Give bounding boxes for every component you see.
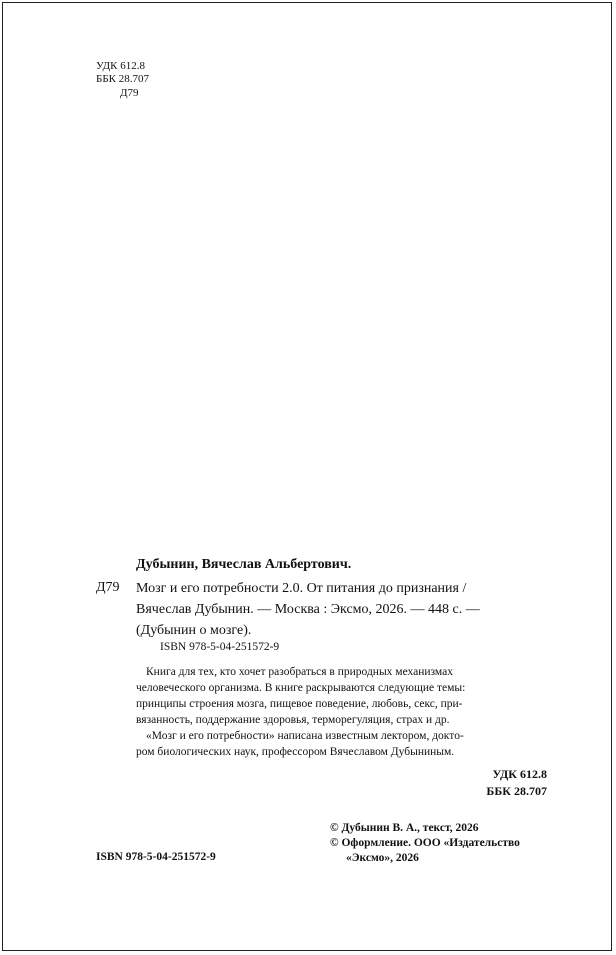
copyright-block — [330, 821, 520, 866]
annotation-line: Книга для тех, кто хочет разобраться в природных механизмах — [146, 666, 453, 678]
record-isbn: ISBN 978-5-04-251572-9 — [160, 641, 280, 653]
classification-block — [470, 766, 547, 800]
copyright-line: © Оформление. ООО «Издательство — [330, 837, 520, 849]
title-line: Вячеслав Дубынин. — Москва : Эксмо, 2026. — 448 с. — — [136, 602, 480, 617]
header-udk: УДК 612.8 — [96, 60, 146, 72]
classification-udk: УДК 612.8 — [492, 767, 547, 781]
annotation-line: принципы строения мозга, пищевое поведение, любовь, секс, при- — [136, 698, 463, 710]
title-line: Мозг и его потребности 2.0. От питания до признания / — [136, 581, 467, 596]
author-heading: Дубынин, Вячеслав Альбертович. — [136, 557, 352, 572]
copyright-line: © Дубынин В. А., текст, 2026 — [330, 822, 479, 834]
annotation-line: ром биологических наук, профессором Вячеславом Дубыниным. — [136, 746, 455, 758]
header-author-code: Д79 — [120, 87, 139, 99]
copyright-line: «Эксмо», 2026 — [346, 852, 419, 864]
title-line: (Дубынин о мозге). — [136, 623, 252, 638]
annotation-line: «Мозг и его потребности» написана известным лектором, доктo- — [146, 730, 464, 742]
page-border — [2, 2, 612, 951]
annotation-line: вязанность, поддержание здоровья, терморегуляция, страх и др. — [136, 714, 450, 726]
annotation-line: человеческого организма. В книге раскрываются следующие темы: — [136, 682, 466, 694]
bottom-isbn: ISBN 978-5-04-251572-9 — [96, 851, 216, 863]
title-description — [136, 578, 480, 641]
classification-bbk: ББК 28.707 — [486, 784, 547, 798]
annotation — [136, 664, 550, 760]
header-bbk: ББК 28.707 — [96, 73, 149, 85]
author-sign-code: Д79 — [96, 580, 120, 595]
